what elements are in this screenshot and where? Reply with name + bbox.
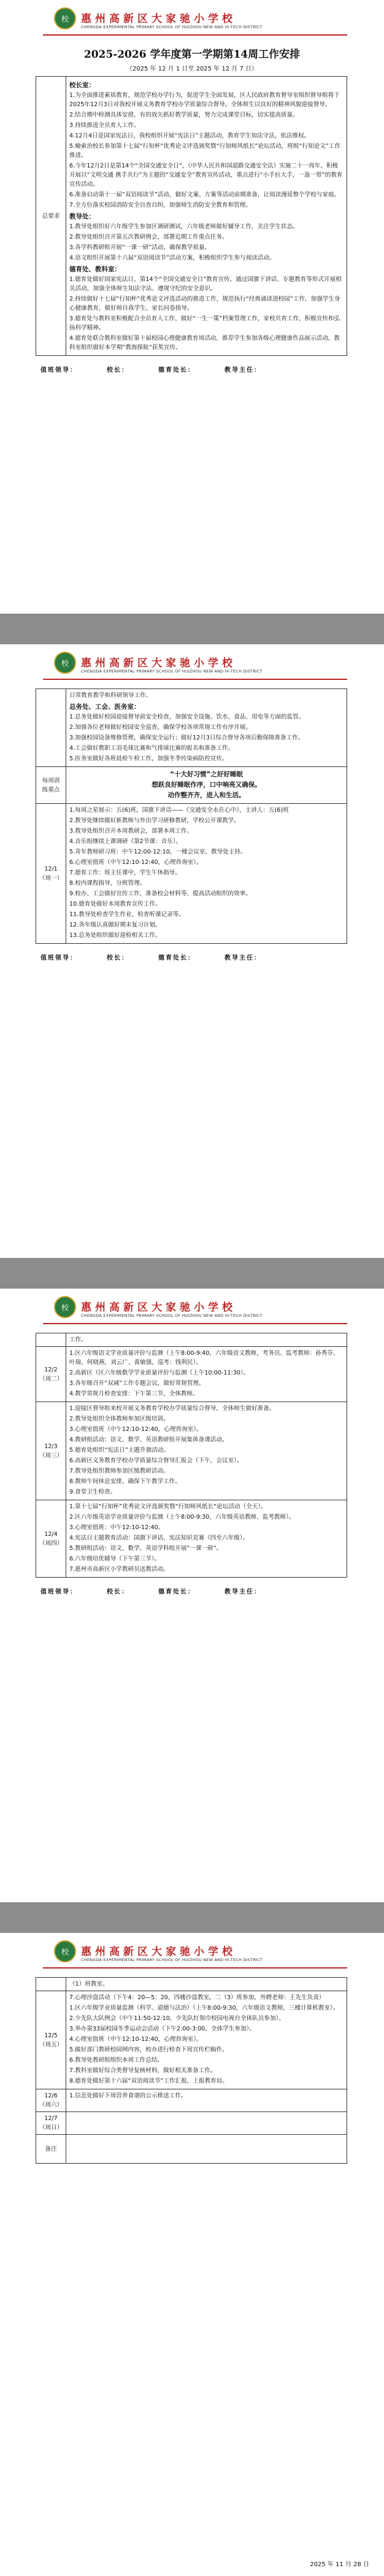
day-items bbox=[66, 1991, 347, 2089]
day-label: 12/3（周三） bbox=[36, 1402, 66, 1500]
page-3 bbox=[0, 1289, 384, 1902]
day-items bbox=[66, 804, 347, 944]
day-rows bbox=[36, 804, 347, 944]
section-paragraph: 3.加强校园设备维修管理，确保安全运行；做好12月3日综合督导各项后勤保障准备工作。 bbox=[69, 735, 304, 741]
continued-text: 工作。 bbox=[66, 1333, 347, 1347]
section-paragraph: 1.教导处组织好六年级学生参加区调研测试，六年级老师做好辅导工作，关注学生状态。 bbox=[69, 223, 299, 230]
signer-label: 教导主任： bbox=[225, 1589, 261, 1595]
day-item: 6.高新区义务教育学校办学质量综合督导汇报会（下午，会议室）。 bbox=[69, 1457, 243, 1464]
signer-label: 德育处长： bbox=[158, 367, 195, 374]
section-paragraph: 2.结合期中检测具体安排，有的放矢抓好教学质量，努力完成课堂目标，切实提高质量。 bbox=[69, 112, 299, 118]
section-paragraph: 5.医务室做好各班晨检午检工作，加强冬季传染病防控宣传。 bbox=[69, 755, 228, 762]
day-items bbox=[66, 2089, 347, 2112]
schedule-table bbox=[36, 76, 347, 356]
day-item: 4.教研组活动：语文、数学、英语教研组开展集体备课活动。 bbox=[69, 1436, 228, 1443]
day-label: 12/4（周四） bbox=[36, 1500, 66, 1578]
signer-label: 德育处长： bbox=[158, 955, 195, 962]
school-name: 惠州高新区大家驰小学校 bbox=[81, 13, 236, 25]
section-heading: 总务处、工会、医务室： bbox=[69, 703, 140, 711]
day-item: 4.心理室值班（中午12:10-12:40，心理咨询室）。 bbox=[69, 2036, 202, 2043]
header-rule bbox=[43, 679, 347, 680]
section-paragraph: 6.准备启动第十一届“双语阅读节”活动，做好文案、方案等活动前期准备，让阅读漫延整个学校与家庭。 bbox=[69, 191, 340, 198]
section-heading: 教导处： bbox=[69, 213, 95, 220]
logo-text: 校 bbox=[61, 1947, 69, 1956]
signer-label: 教导主任： bbox=[225, 367, 261, 374]
signer-label: 校长： bbox=[107, 1589, 129, 1595]
signer-label: 值班领导： bbox=[40, 367, 77, 374]
day-item: 7.教科室做好综合类督导复核材料，做好相关准备工作。 bbox=[69, 2067, 217, 2074]
continued-text: （1）班教室。 bbox=[66, 1978, 347, 1991]
day-item: 9.校办、工会做好宣传工作，准备校会材料等，提高活动组织的效率。 bbox=[69, 890, 252, 897]
day-rows bbox=[36, 1347, 347, 1578]
logo-text: 校 bbox=[61, 658, 69, 668]
day-item: 3.教导处组织召开本周教研会，部署本周工作。 bbox=[69, 828, 193, 835]
day-item: 8.教师午间休息安排，确保下午教学工作。 bbox=[69, 1478, 181, 1485]
top-text: 日常教育教学和科研领导工作。 bbox=[69, 692, 152, 699]
day-item: 1.第十七届“行知杯”优秀论文评选颁奖暨“行知师风纸长”论坛活动（全天）。 bbox=[69, 1503, 267, 1510]
day-label: 12/2（周二） bbox=[36, 1347, 66, 1402]
side-blank bbox=[36, 689, 66, 767]
day-row bbox=[36, 804, 347, 944]
logo-text: 校 bbox=[61, 14, 69, 23]
school-logo-icon bbox=[54, 1296, 76, 1318]
day-item: 6.六年级培优辅导（下午第三节）。 bbox=[69, 1556, 161, 1562]
section-paragraph: 1.为全面推进素质教育，规范学校办学行为，促进学生全面发展，区人民政府教育督导室组织督导组将于2025年12月3日对我校开展义务教育学校办学质量综合督导。全体师生以良好的精神风貌迎接督导。 bbox=[69, 92, 340, 108]
day-items bbox=[66, 1347, 347, 1402]
section-heading: 校长室： bbox=[69, 82, 95, 89]
section-paragraph: 3.各学科教研组开展“一课一研”活动，确保教学质量。 bbox=[69, 244, 211, 251]
day-item: 3.心理室值班：中午12:10-12:40。 bbox=[69, 1524, 164, 1531]
day-item: 1.区六年级语文学业质量评价与监测（上午8:00-9:40，六年级语文教师，考务员、监考教师：孙秀芬、叶瑞、何晓燕、刘云广、黄敏强，巡考：钱利民）。 bbox=[69, 1350, 339, 1366]
page-header bbox=[0, 1933, 384, 1972]
schedule-table bbox=[36, 688, 347, 944]
document-subtitle: （2025 年 12 月 1 日至 2025 年 12 月 7 日） bbox=[126, 66, 258, 72]
day-item: 7.教导处组织教师参加区级教研活动。 bbox=[69, 1468, 169, 1475]
day-label: 12/6（周六） bbox=[36, 2089, 66, 2112]
footer-cell bbox=[66, 2135, 347, 2164]
day-item: 5.青年教师研习班：中午12:00-12:10，一楼会议室，教导处主持。 bbox=[69, 849, 247, 855]
page-header bbox=[0, 0, 384, 39]
footer-label: 备注 bbox=[36, 2135, 66, 2164]
day-row bbox=[36, 1991, 347, 2089]
slogan-line: 想跃良好睡眠作序，口中响亮又确保。 bbox=[152, 781, 261, 789]
day-item: 13.总务处组织做好迎检相关工作。 bbox=[69, 932, 161, 939]
day-item: 4.教学常规月检查安排：下午第三节，全体教师。 bbox=[69, 1390, 199, 1397]
header-rule bbox=[43, 1967, 347, 1969]
signer-label: 教导主任： bbox=[225, 955, 261, 962]
section-paragraph: 2.持续做好十七届“行知杯”优秀论文评选活动的推进工作，规范执行“经典诵读进校园”工作，加强学生身心健康教育，做好师自我学生，家长问卷指导。 bbox=[69, 296, 340, 312]
school-name: 惠州高新区大家驰小学校 bbox=[81, 657, 236, 669]
school-logo-icon bbox=[54, 1940, 76, 1962]
day-item: 4.音乐组继续上课调研（第2节课：音乐）。 bbox=[69, 838, 182, 845]
signer-label: 值班领导： bbox=[40, 955, 77, 962]
signer-label: 校长： bbox=[107, 955, 129, 962]
day-item: 3.举办第33届校园冬季运动会活动（下午2:00-3:00，全体学生参加）。 bbox=[69, 2026, 255, 2032]
footer-date: 2025 年 11 月 28 日 bbox=[310, 2561, 369, 2568]
section-paragraph: 2.教导处组织召开第五次教研例会，部署近期工作重点任务。 bbox=[69, 234, 228, 241]
section-paragraph: 1.总务处做好校园迎接督导前安全检查，加强安全设施、饮水、食品、用电等方面的监管。 bbox=[69, 714, 305, 720]
slogan-line: 动作整齐齐，进入和生活。 bbox=[167, 792, 245, 799]
section-paragraph: 4.工会做好教职工羽毛球比赛和气排球比赛的报名和准备工作。 bbox=[69, 745, 234, 752]
side-blank bbox=[36, 1978, 66, 1991]
section-paragraph: 4.语文组织开展第十六届“双语阅读节”活动方案，积极组织学生参与阅读活动。 bbox=[69, 255, 275, 261]
page-2 bbox=[0, 644, 384, 1258]
section-paragraph: 1.德育处做好国家宪法日、第14个“全国交通安全日”教育宣传，通过国旗下讲话、专题教育等形式开展相关活动，加强全体师生知法守法、遵规守纪的安全意识。 bbox=[69, 276, 342, 292]
section-paragraph: 4.12月4日是国家宪法日，我校组织开展“宪法日”主题活动，教育学生知法守法，依法维权。 bbox=[69, 133, 310, 139]
day-item: 7.心理沙盘活动（下午4：20—5：20，四楼沙盘教室，二（3）班参加，外聘老师：王先生负责） bbox=[69, 1994, 325, 2001]
day-item: 6.心理室值班（中午12:10-12:40，心理咨询室）。 bbox=[69, 859, 202, 866]
day-item: 3.各年级召开“双减”工作专题会议，做好常规管理。 bbox=[69, 1380, 205, 1387]
day-item: 2.少先队大队例会（中午11:50-12:10，少先队红领巾校园电视台全体队员参加）。 bbox=[69, 2015, 285, 2022]
section-paragraph: 3.德育处与教科室积极配合全员育人工作，做好“一生一策”档案管理工作，家校共育工作，积极宣传和弘扬科学精神。 bbox=[69, 315, 340, 331]
side-label: 总要求 bbox=[36, 77, 66, 356]
slogan-line: “十大好习惯”之好好睡眠 bbox=[170, 771, 243, 778]
school-name-english: CHENGDA EXPERIMENTAL PRIMARY SCHOOL OF HUIZHOU NEW AND HI-TECH DISTRICT bbox=[81, 1957, 263, 1962]
admin-section bbox=[66, 689, 347, 767]
section-paragraph: 2.加强各位老师做好校园安全巡查，确保学校各项常规工作有序开展。 bbox=[69, 724, 252, 731]
page-header bbox=[0, 644, 384, 684]
day-item: 2.教导处继续做好新教师与外出学习研修教研，学校公开课教学。 bbox=[69, 817, 240, 824]
school-name-english: CHENGDA EXPERIMENTAL PRIMARY SCHOOL OF HUIZHOU NEW AND HI-TECH DISTRICT bbox=[81, 669, 263, 674]
day-item: 5.教研组活动：语文、数学、英语学科组开展“一课一研”。 bbox=[69, 1545, 223, 1552]
school-name-english: CHENGDA EXPERIMENTAL PRIMARY SCHOOL OF HUIZHOU NEW AND HI-TECH DISTRICT bbox=[81, 1313, 263, 1318]
day-item: 7.惠州市高新区小学教研员送教活动。 bbox=[69, 1566, 169, 1573]
day-item: 1.迎接区督导组来校开展义务教育学校办学质量综合督导，全体师生做好准备。 bbox=[69, 1405, 275, 1412]
day-item: 6.教导处教研组组织本周工作总结。 bbox=[69, 2057, 164, 2064]
day-item: 1.每周之星展示：五(6)班，国旗下讲话——《交通安全永在心中》，主讲人：五(6)班 bbox=[69, 807, 289, 814]
header-rule bbox=[43, 1323, 347, 1324]
page-1 bbox=[0, 0, 384, 614]
header-rule bbox=[43, 34, 347, 36]
day-items bbox=[66, 1500, 347, 1578]
day-item: 2.教导处组织全体教师参加区级培训。 bbox=[69, 1416, 169, 1422]
weekly-slogan bbox=[66, 767, 347, 804]
day-item: 5.德育处组织“宪法日”主题升旗活动。 bbox=[69, 1447, 169, 1454]
day-item: 1.信息处做好下周营养食谱的公示推送工作。 bbox=[69, 2092, 187, 2099]
day-label: 12/5（周五） bbox=[36, 1991, 66, 2089]
day-item: 10.德育处做好本周教育宣传工作。 bbox=[69, 901, 161, 908]
day-label: 12/1（周一） bbox=[36, 804, 66, 944]
school-logo-icon bbox=[54, 652, 76, 674]
day-item: 3.心理室值班（中午12:10-12:40，心理咨询室）。 bbox=[69, 1426, 202, 1433]
signer-label: 值班领导： bbox=[40, 1589, 77, 1595]
side-label: 每周训练重点 bbox=[36, 767, 66, 804]
day-item: 9.食堂卫生检查。 bbox=[69, 1489, 117, 1495]
day-item: 1.区六年级学业质量监测（科学、道德与法治）（上午8:00-9:30，六年级语文教师，三楼计算机教室）。 bbox=[69, 2005, 339, 2011]
day-row bbox=[36, 1347, 347, 1402]
section-paragraph: 6.今年12月2日是第14个“全国交通安全日”，《中华人民共和国道路交通安全法》实施二十一周年，积极开展以“文明交通 携手共行”为主题的“交通安全”教育宣传活动，重点进行“小手拉大手，一盔一带”的教育宣传活动。 bbox=[69, 163, 343, 188]
day-item: 8.德育处做好第十六届“双语阅读节”工作汇报，上报教育局。 bbox=[69, 2078, 228, 2084]
requirements-body bbox=[66, 77, 347, 356]
day-item: 12.各年级认真做好期末复习计划。 bbox=[69, 922, 161, 928]
day-item: 11.教导处检查学生作业，检查听课记录等。 bbox=[69, 911, 185, 918]
signature-row bbox=[40, 364, 384, 374]
day-row bbox=[36, 2089, 347, 2112]
day-item: 2.区六年级英语学业质量评价与监测（上午8:00-9:30，六年级英语教师、监考教师）。 bbox=[69, 1514, 295, 1521]
day-item: 2.高新区（区六年级数学学业质量评价与监测（上午10:00-11:30）。 bbox=[69, 1370, 250, 1376]
day-items bbox=[66, 1402, 347, 1500]
school-name: 惠州高新区大家驰小学校 bbox=[81, 1301, 236, 1314]
page-header bbox=[0, 1289, 384, 1328]
signer-label: 德育处长： bbox=[158, 1589, 195, 1595]
school-name: 惠州高新区大家驰小学校 bbox=[81, 1946, 236, 1958]
day-item: 5.做好部门教研校园网内容，校办进行检查下周宣传栏稿件。 bbox=[69, 2046, 228, 2053]
section-paragraph: 3.持续推进全员育人工作。 bbox=[69, 122, 140, 129]
day-rows bbox=[36, 1991, 347, 2135]
day-item: 8.校内课程指导，分班管理。 bbox=[69, 880, 146, 887]
signature-row bbox=[40, 952, 384, 962]
section-paragraph: 5.檢索治校长参加第十七届“行知杯”优秀论文评选颁奖暨“行知师风纸长”论坛活动，班组“行知论文”工作推进。 bbox=[69, 143, 340, 159]
day-row bbox=[36, 2112, 347, 2135]
schedule-table bbox=[36, 1977, 347, 2164]
signer-label: 校长： bbox=[107, 367, 129, 374]
page-4 bbox=[0, 1933, 384, 2576]
side-blank bbox=[36, 1333, 66, 1347]
schedule-table bbox=[36, 1333, 347, 1578]
document-title: 2025-2026 学年度第一学期第14周工作安排 bbox=[83, 48, 301, 61]
section-paragraph: 4.德育处联合教科室做好第十届校园心理健康教育周活动，推荐学生参加各级心理健康作品展示活动，教科室组织做好本学期“教海探航”获奖宣传。 bbox=[69, 335, 340, 351]
logo-text: 校 bbox=[61, 1303, 69, 1312]
section-heading: 德育处、教科室： bbox=[69, 266, 121, 273]
day-row bbox=[36, 1500, 347, 1578]
school-logo-icon bbox=[54, 7, 76, 29]
day-item: 4.宪法日主题教育活动：国旗下讲话、宪法知识竞赛（四至六年级）。 bbox=[69, 1535, 249, 1541]
day-label: 12/7（周日） bbox=[36, 2112, 66, 2135]
day-row bbox=[36, 1402, 347, 1500]
day-items bbox=[66, 2112, 347, 2135]
school-name-english: CHENGDA EXPERIMENTAL PRIMARY SCHOOL OF HUIZHOU NEW AND HI-TECH DISTRICT bbox=[81, 25, 263, 29]
day-item: 7.德育工作：班主任课中，学生午休指导。 bbox=[69, 870, 181, 876]
section-paragraph: 7.全方位落实校园消防安全自查自纠，加强师生消防安全教育和管理。 bbox=[69, 202, 252, 209]
signature-row bbox=[40, 1586, 384, 1595]
